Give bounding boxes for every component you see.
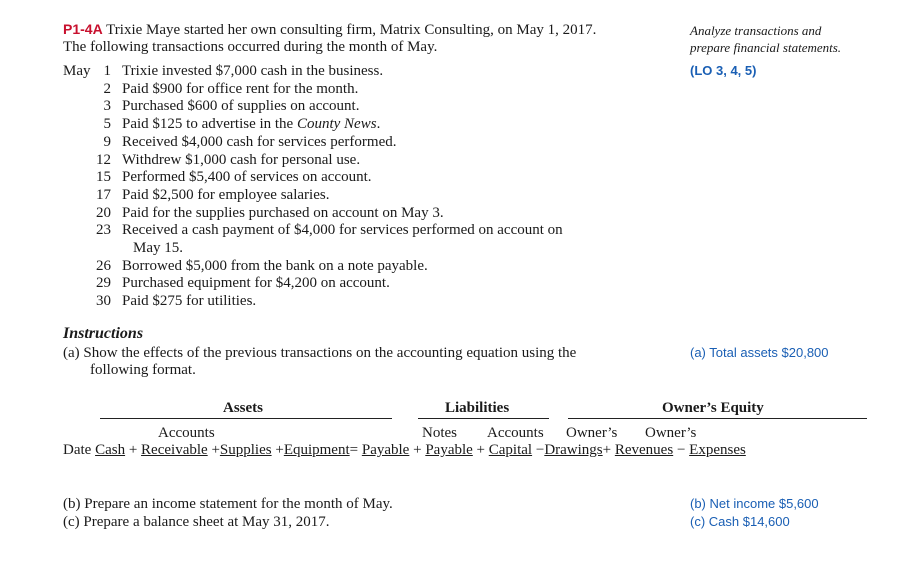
transaction-text: Received $4,000 cash for services performed. (122, 133, 397, 150)
transaction-day: 5 (103, 116, 111, 133)
transaction-day: 9 (103, 133, 111, 150)
transaction-day: 15 (96, 169, 111, 186)
transaction-day: 3 (103, 98, 111, 115)
learning-objective-line1: Analyze transactions and (690, 23, 822, 38)
transaction-row (63, 221, 563, 239)
transaction-text: Paid $900 for office rent for the month. (122, 80, 359, 97)
instruction-a-line1: (a) Show the effects of the previous transactions on the accounting equation using the (63, 345, 577, 361)
learning-objective-code: (LO 3, 4, 5) (690, 63, 757, 78)
top-label-accounts-payable: Accounts (487, 425, 544, 441)
transaction-text: Paid for the supplies purchased on account on May 3. (122, 204, 444, 221)
transaction-day: 26 (96, 257, 111, 274)
op-plus: + (275, 442, 284, 458)
learning-objective-line2: prepare financial statements. (690, 40, 842, 55)
col-date: Date (63, 442, 92, 458)
transaction-text: Performed $5,400 of services on account. (122, 169, 372, 186)
col-accounts-payable: Payable (425, 442, 473, 458)
transaction-text: Paid $2,500 for employee salaries. (122, 186, 330, 203)
transaction-text-italic: County News (296, 116, 377, 133)
transaction-day: 23 (96, 222, 111, 239)
group-assets-header: Assets (223, 400, 263, 416)
transaction-text: Received a cash payment of $4,000 for services performed on account on (122, 222, 563, 239)
transaction-text-continuation: May 15. (133, 240, 183, 256)
transaction-row (63, 151, 360, 169)
transaction-row (63, 204, 444, 222)
transaction-row (63, 97, 359, 115)
transaction-text-after: . (376, 116, 381, 133)
top-label-owners-capital: Owner’s (566, 425, 618, 441)
problem-code: P1-4A (63, 21, 103, 37)
col-owners-capital: Capital (488, 442, 533, 458)
col-supplies: Supplies (219, 442, 272, 458)
problem-intro-line1 (63, 20, 596, 39)
col-notes-payable: Payable (361, 442, 410, 458)
op-equals: = (349, 442, 359, 458)
problem-intro-text: Trixie Maye started her own consulting firm, Matrix Consulting, on May 1, 2017. (106, 22, 597, 38)
liabilities-rule (418, 418, 549, 419)
instruction-b: (b) Prepare an income statement for the month of May. (63, 496, 393, 512)
col-accounts-receivable: Receivable (141, 442, 208, 458)
transaction-text: Withdrew $1,000 cash for personal use. (122, 151, 361, 168)
col-cash: Cash (95, 442, 126, 458)
op-plus: + (128, 442, 138, 458)
transaction-day: 30 (96, 293, 111, 310)
op-minus: − (676, 442, 686, 458)
transaction-day: 2 (103, 80, 111, 97)
transaction-row (63, 80, 358, 98)
transaction-day: 17 (96, 186, 111, 203)
equity-rule (568, 418, 867, 419)
problem-intro-line2: The following transactions occurred during the month of May. (63, 39, 438, 55)
transaction-row (63, 274, 390, 292)
transaction-day: 1 (103, 63, 111, 79)
transaction-row (63, 133, 396, 151)
transaction-text-before: Paid $125 to advertise in the (122, 116, 297, 133)
col-revenues: Revenues (614, 442, 674, 458)
transaction-text: Purchased $600 of supplies on account. (122, 98, 360, 115)
transaction-row (63, 257, 428, 275)
transaction-text: Trixie invested $7,000 cash in the business. (122, 63, 384, 79)
assets-rule (100, 418, 392, 419)
op-plus: + (602, 442, 612, 458)
transaction-text: Borrowed $5,000 from the bank on a note payable. (122, 257, 428, 274)
group-equity-header: Owner’s Equity (662, 400, 764, 416)
transaction-row (63, 168, 372, 186)
transaction-day: 20 (96, 204, 111, 221)
transaction-month: May (63, 63, 91, 79)
transaction-row (63, 186, 329, 204)
op-plus: + (476, 442, 486, 458)
answer-a: (a) Total assets $20,800 (690, 345, 829, 360)
top-label-owners-drawings: Owner’s (645, 425, 697, 441)
instructions-heading: Instructions (63, 325, 144, 342)
col-expenses: Expenses (689, 442, 746, 458)
transaction-text (122, 116, 380, 132)
group-liabilities-header: Liabilities (445, 400, 510, 416)
instruction-a-line2: following format. (90, 362, 196, 378)
instruction-c: (c) Prepare a balance sheet at May 31, 2017. (63, 514, 330, 530)
top-label-notes: Notes (422, 425, 457, 441)
col-owners-drawings: Drawings (544, 442, 603, 458)
col-equipment: Equipment (283, 442, 350, 458)
answer-b: (b) Net income $5,600 (690, 496, 819, 511)
op-plus: + (211, 442, 220, 458)
transaction-row (63, 115, 380, 133)
transaction-text: Paid $275 for utilities. (122, 293, 257, 310)
op-plus: + (413, 442, 422, 458)
transaction-day: 29 (96, 275, 111, 292)
transaction-row (63, 292, 256, 310)
transaction-day: 12 (96, 151, 111, 168)
answer-c: (c) Cash $14,600 (690, 514, 790, 529)
top-label-accounts-receivable: Accounts (158, 425, 215, 441)
transaction-row (63, 62, 383, 80)
op-minus: − (535, 442, 545, 458)
equation-row (63, 441, 746, 459)
transaction-text: Purchased equipment for $4,200 on account. (122, 275, 390, 292)
